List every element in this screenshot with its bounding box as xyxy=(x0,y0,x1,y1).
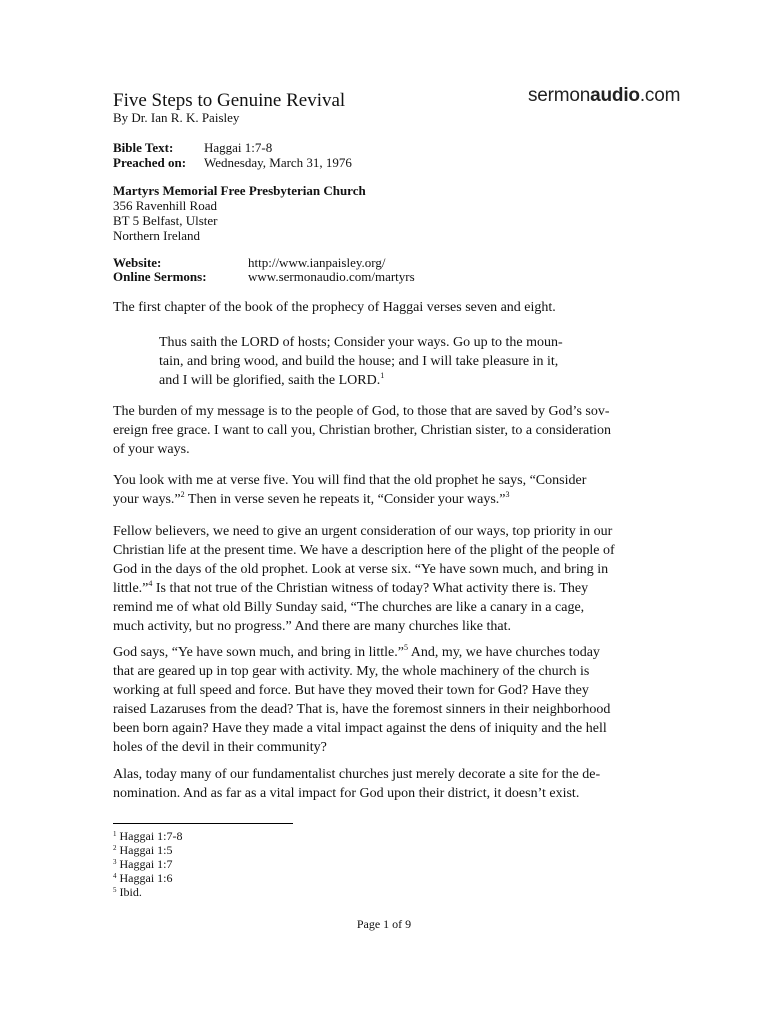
footnote-item: $^5$ Ibid. xyxy=(113,885,142,899)
footnote-ref-4[interactable]: 4 xyxy=(148,579,153,588)
footnote-item: $^2$ Haggai 1:5 xyxy=(113,843,173,857)
bible-text-label: Bible Text: xyxy=(113,140,174,155)
footnote-item: $^4$ Haggai 1:6 xyxy=(113,871,173,885)
paragraph-4: God says, “Ye have sown much, and bring in little.”$^5$ And, my, we have churches today that are geared up in top gear with activity. My, the whole machinery of the church is working at full speed and force. But have they moved their town for God? Have they raised Lazaruses from the dead? That is, have the foremost sinners in their neighborhood been born again? Have they made a vital impact against the dens of iniquity and the hell holes of the devil in their community? xyxy=(113,643,611,755)
scripture-quote: Thus saith the LORD of hosts; Consider your ways. Go up to the moun- tain, and bring wood, and build the house; and I will take pleasure in it, and I will be glorified, saith the LORD.$^1$ xyxy=(159,335,563,388)
logo-text-dotcom: .com xyxy=(639,85,681,106)
sermon-title: Five Steps to Genuine Revival xyxy=(113,90,346,111)
online-sermons-label: Online Sermons: xyxy=(113,269,207,284)
footnote-ref-2[interactable]: 2 xyxy=(180,490,185,499)
paragraph-1: The burden of my message is to the people of God, to those that are saved by God’s sov- ereign free grace. I want to call you, Christian brother, Christian sister, to a consideration of your ways. xyxy=(113,404,612,457)
footnote-ref-5[interactable]: 5 xyxy=(403,643,408,652)
paragraph-2: You look with me at verse five. You will find that the old prophet he says, “Consider your ways.”$^2$ Then in verse seven he repeats it, “Consider your ways.”$^3$ xyxy=(113,473,587,507)
intro-paragraph: The first chapter of the book of the prophecy of Haggai verses seven and eight. xyxy=(113,300,556,315)
footnote-item: $^3$ Haggai 1:7 xyxy=(113,857,173,871)
paragraph-5: Alas, today many of our fundamentalist churches just merely decorate a site for the de- nomination. And as far as a vital impact for God upon their district, it doesn’t exist. xyxy=(113,767,601,801)
paragraph-3: Fellow believers, we need to give an urgent consideration of our ways, top priority in our Christian life at the present time. We have a description here of the plight of the people of God in the days of the old prophet. Look at verse six. “Ye have sown much, and bring in little.”$^4$ Is that not true of the Christian witness of today? What activity there is. They remind me of what old Billy Sunday said, “The churches are like a canary in a cage, much activity, but no progress.” And there are many churches like that. xyxy=(113,524,615,634)
footnote-item: $^1$ Haggai 1:7-8 xyxy=(113,829,183,843)
sermon-author: By Dr. Ian R. K. Paisley xyxy=(113,110,240,125)
church-address-line1: 356 Ravenhill Road xyxy=(113,198,217,213)
footnotes xyxy=(113,829,182,899)
online-sermons-link[interactable]: www.sermonaudio.com/martyrs xyxy=(248,269,415,284)
church-address-line3: Northern Ireland xyxy=(113,228,200,243)
church-name: Martyrs Memorial Free Presbyterian Church xyxy=(113,183,366,198)
footnote-ref-3[interactable]: 3 xyxy=(505,490,510,499)
website-link[interactable]: http://www.ianpaisley.org/ xyxy=(248,255,386,270)
sermonaudio-logo xyxy=(528,84,680,108)
page-number: Page 1 of 9 xyxy=(356,917,412,931)
footnote-divider xyxy=(113,823,293,824)
website-label: Website: xyxy=(113,255,162,270)
bible-text-value: Haggai 1:7-8 xyxy=(204,140,273,155)
footnote-ref-1[interactable]: 1 xyxy=(380,371,385,380)
logo-text-sermon: sermon xyxy=(528,85,591,106)
preached-on-value: Wednesday, March 31, 1976 xyxy=(204,155,352,170)
church-address-line2: BT 5 Belfast, Ulster xyxy=(113,213,218,228)
church-info xyxy=(113,183,366,243)
logo-text-audio: audio xyxy=(590,85,640,106)
preached-on-label: Preached on: xyxy=(113,155,187,170)
